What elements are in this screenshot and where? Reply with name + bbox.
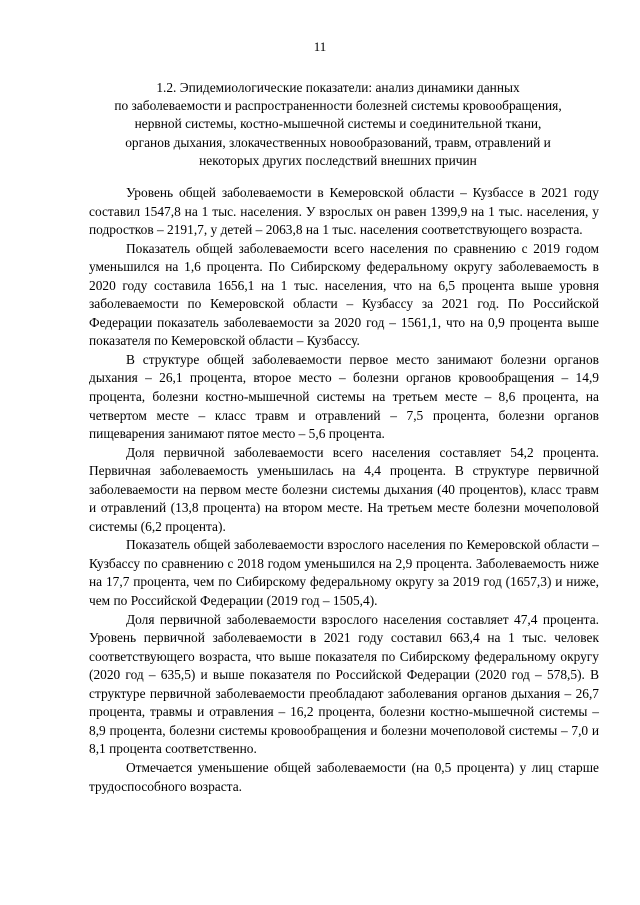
paragraph-general-morbidity: Уровень общей заболеваемости в Кемеровской области – Кузбассе в 2021 году составил 1547,8 на 1 тыс. населения. У взрослых он равен 1399,9 на 1 тыс. населения, у подростков – 2191,7, у детей – 2063,8 на 1 тыс. населения соответствующего возраста.	[89, 185, 599, 238]
section-heading	[88, 79, 588, 170]
body-text	[89, 184, 599, 796]
paragraph-morbidity-comparison: Показатель общей заболеваемости всего населения по сравнению с 2019 годом уменьшился на 1,6 процента. По Сибирскому федеральному округу заболеваемость в 2020 году составила 1656,1 на 1 тыс. населения, что на 6,5 процента выше уровня заболеваемости по Кемеровской области – Кузбассу за 2021 год. По Российской Федерации показатель заболеваемости за 2020 год – 1561,1, что на 0,9 процента выше показателя по Кемеровской области – Кузбассу.	[89, 240, 599, 349]
page-number: 11	[313, 39, 327, 54]
section-heading-line: органов дыхания, злокачественных новообразований, травм, отравлений и	[125, 134, 551, 150]
section-heading-line: по заболеваемости и распространенности болезней системы кровообращения,	[114, 98, 562, 114]
section-heading-line: некоторых других последствий внешних причин	[199, 152, 477, 168]
paragraph-adult-morbidity: Показатель общей заболеваемости взрослого населения по Кемеровской области – Кузбассу по сравнению с 2018 годом уменьшился на 2,9 процента. Заболеваемость ниже на 17,7 процента, чем по Сибирскому федеральному округу за 2019 год (1657,3) и ниже, чем по Российской Федерации (2019 год – 1505,4).	[89, 537, 599, 609]
section-heading-line: 1.2. Эпидемиологические показатели: анализ динамики данных	[156, 80, 520, 95]
paragraph-morbidity-structure: В структуре общей заболеваемости первое место занимают болезни органов дыхания – 26,1 процента, второе место – болезни органов кровообращения – 14,9 процента, болезни костно-мышечной системы на третьем месте – 8,6 процента, на четвертом месте – класс травм и отравлений – 7,5 процента, болезни органов пищеварения занимают пятое место – 5,6 процента.	[89, 351, 599, 442]
paragraph-primary-morbidity: Доля первичной заболеваемости всего населения составляет 54,2 процента. Первичная заболеваемость уменьшилась на 4,4 процента. В структуре первичной заболеваемости на первом месте болезни системы дыхания (40 процентов), класс травм и отравлений (13,8 процента) на втором месте. На третьем месте болезни мочеполовой системы (6,2 процента).	[89, 444, 599, 534]
paragraph-elderly-morbidity: Отмечается уменьшение общей заболеваемости (на 0,5 процента) у лиц старше трудоспособного возраста.	[89, 759, 599, 794]
section-heading-line: нервной системы, костно-мышечной системы и соединительной ткани,	[134, 116, 542, 132]
paragraph-adult-primary-morbidity: Доля первичной заболеваемости взрослого населения составляет 47,4 процента. Уровень первичной заболеваемости в 2021 году составил 663,4 на 1 тыс. человек соответствующего возраста, что выше показателя по Сибирскому федеральному округу (2020 год – 635,5) и выше показателя по Российской Федерации (2020 год – 578,5). В структуре первичной заболеваемости преобладают заболевания органов дыхания – 26,7 процента, травмы и отравления – 16,2 процента, болезни костно-мышечной системы – 8,9 процента, болезни системы кровообращения и болезни мочеполовой системы – 7,0 и 8,1 процента соответственно.	[89, 611, 599, 757]
